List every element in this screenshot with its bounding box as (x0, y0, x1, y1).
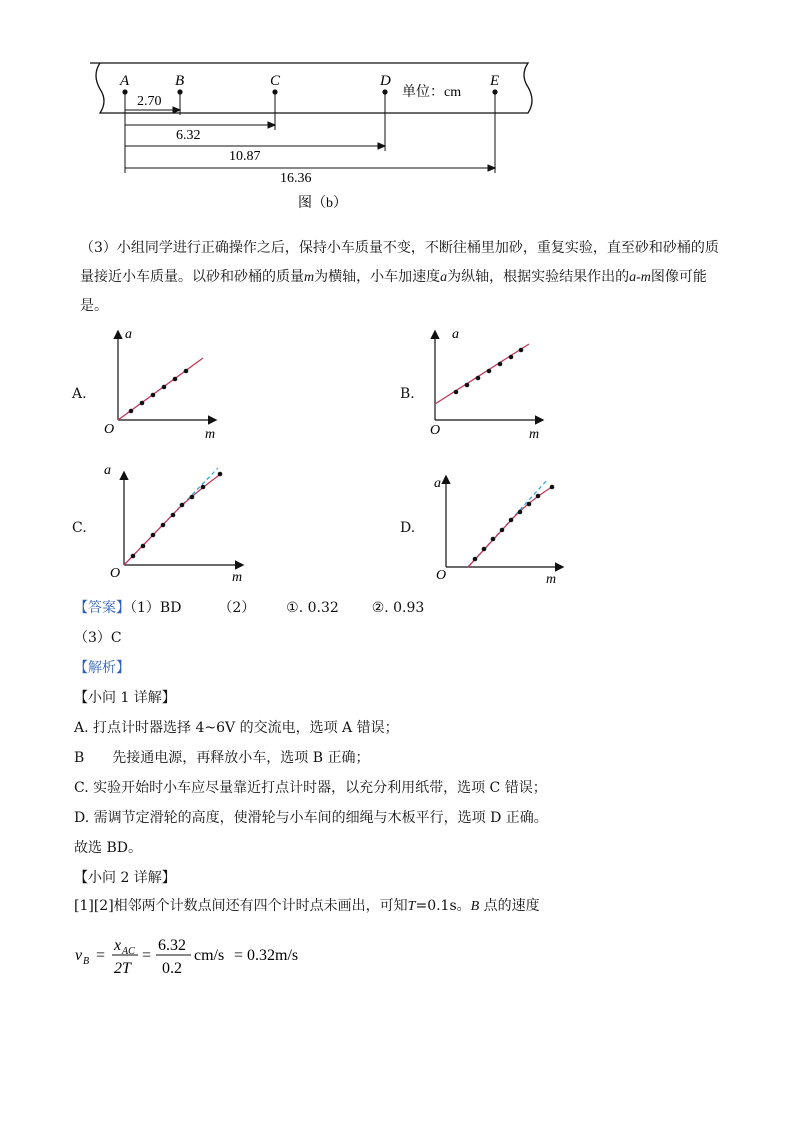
graph-b (425, 320, 555, 445)
q2-heading: 【小问 2 详解】 (74, 870, 176, 886)
answer-2-2: ②. 0.93 (371, 600, 425, 616)
fit-line (468, 487, 552, 567)
option-d-label: D. (400, 520, 416, 536)
answer-part2: （2） (218, 600, 256, 616)
tape-label-b: B (175, 73, 185, 89)
formula-denom2: 0.2 (162, 960, 182, 977)
formula-unit1: cm/s (194, 947, 225, 964)
origin-label: O (110, 566, 121, 581)
option-c-label: C. (72, 520, 87, 536)
tape-unit: 单位：cm (402, 85, 462, 100)
q3-var-a: a (440, 270, 448, 285)
question-3 (80, 234, 740, 321)
formula-v: v (75, 947, 83, 964)
q3-text: 量接近小车质量。以砂和砂桶的质量 (80, 269, 304, 285)
tape-dist-ad: 10.87 (229, 149, 261, 164)
graph-c (100, 455, 250, 585)
q1-option-c: C. 实验开始时小车应尽量靠近打点计时器，以充分利用纸带，选项 C 错误； (74, 780, 547, 796)
formula-denom1: 2T (114, 960, 131, 977)
q3-line2 (80, 263, 740, 292)
tape-dist-ae: 16.36 (280, 171, 312, 186)
tape-label-e: E (490, 73, 500, 89)
q3-var-am: a-m (629, 270, 651, 285)
q3-text: 为横轴，小车加速度 (314, 269, 441, 285)
q1-option-a: A. 打点计时器选择 4~6V 的交流电，选项 A 错误； (74, 720, 399, 736)
x-axis-label: m (205, 427, 216, 442)
x-axis-label: m (529, 427, 540, 442)
x-axis-label: m (546, 572, 557, 585)
tape-figure (0, 55, 800, 215)
q2-var-b: B (470, 899, 480, 914)
velocity-formula (70, 928, 330, 984)
svg-text:=: = (96, 947, 106, 964)
tape-label-d: D (380, 73, 391, 89)
answer-part1: （1）BD (130, 600, 182, 616)
q3-text: 图像可能 (650, 269, 707, 285)
tape-label-c: C (270, 73, 281, 89)
graph-a (95, 320, 225, 445)
svg-text:=: = (142, 947, 152, 964)
tape-dist-ab: 2.70 (137, 94, 162, 109)
graph-d (428, 465, 568, 585)
tape-label-a: A (120, 73, 130, 89)
q1-heading: 【小问 1 详解】 (74, 690, 176, 706)
q3-line3: 是。 (80, 298, 108, 314)
formula-x-sub: AC (122, 946, 135, 957)
x-axis-label: m (232, 570, 243, 585)
y-axis-label: a (452, 327, 459, 342)
q1-selection: 故选 BD。 (74, 840, 142, 856)
q1-option-d: D. 需调节定滑轮的高度，使滑轮与小车间的细绳与木板平行，选项 D 正确。 (74, 810, 548, 826)
option-b-label: B. (400, 386, 415, 402)
option-a-label: A. (72, 386, 87, 402)
analysis-tag: 【解析】 (74, 660, 130, 676)
q3-var-m: m (304, 270, 315, 285)
formula-result: = 0.32m/s (234, 947, 299, 964)
q2-text: =0.1s。 (415, 898, 471, 914)
answer-2-1: ①. 0.32 (286, 600, 339, 616)
tape-caption: 图（b） (298, 196, 347, 211)
q2-line (74, 896, 540, 917)
q2-var-t: T (407, 899, 416, 914)
tape-dist-ac: 6.32 (176, 128, 201, 143)
q1-option-b: B 先接通电源，再释放小车，选项 B 正确； (74, 750, 370, 766)
formula-num2: 6.32 (158, 937, 186, 954)
origin-label: O (104, 422, 115, 437)
origin-label: O (430, 423, 441, 438)
formula-x: x (114, 937, 122, 954)
answer-part3: （3）C (74, 630, 122, 646)
origin-label: O (436, 568, 447, 583)
y-axis-label: a (104, 463, 111, 478)
q2-text: 点的速度 (479, 898, 540, 914)
q3-line1: （3）小组同学进行正确操作之后，保持小车质量不变，不断往桶里加砂，重复实验，直至砂和砂桶的质 (80, 240, 719, 256)
q3-text: 为纵轴，根据实验结果作出的 (447, 269, 630, 285)
y-axis-label: a (125, 327, 132, 342)
answer-tag: 【答案】 (74, 600, 130, 616)
fit-line (435, 344, 529, 404)
formula-v-sub: B (83, 956, 90, 967)
fit-line (124, 473, 222, 565)
answer-line (74, 598, 424, 618)
y-axis-label: a (434, 476, 441, 491)
q2-text: [1][2]相邻两个计数点间还有四个计时点未画出，可知 (74, 898, 408, 914)
